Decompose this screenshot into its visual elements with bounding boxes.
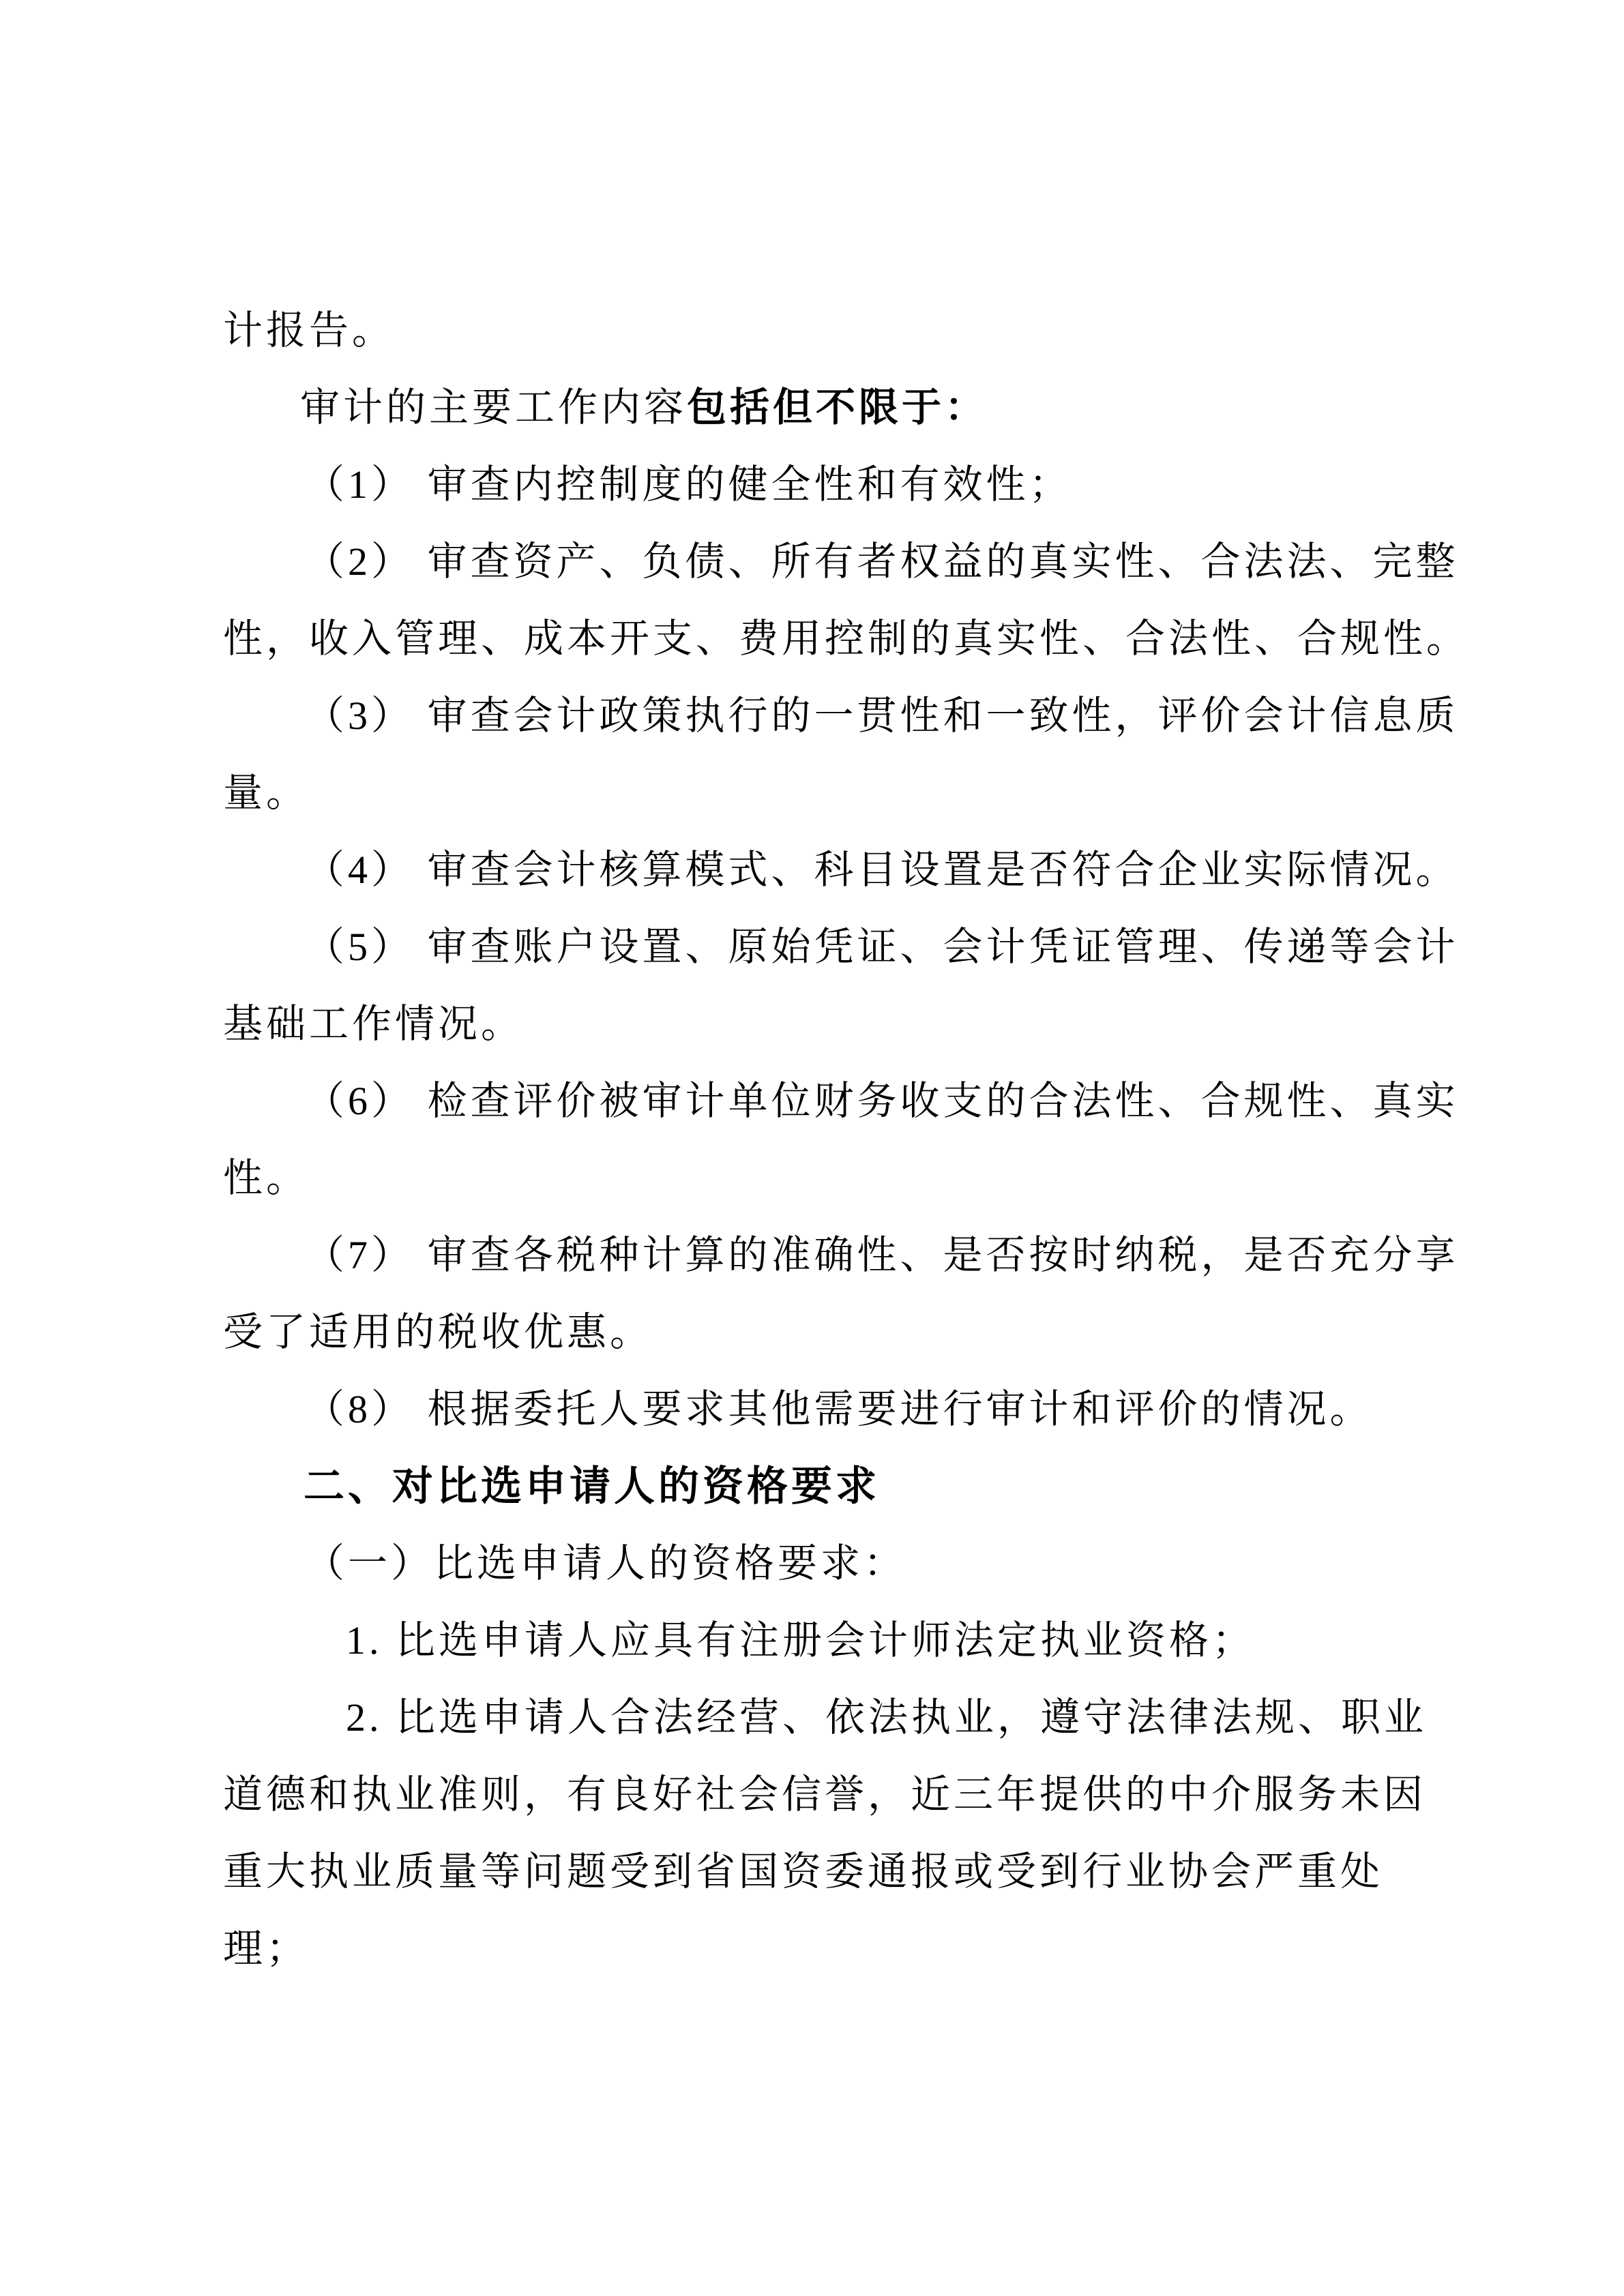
body-line [223,754,1458,831]
body-line-segment: 量。 [223,771,310,815]
body-line [223,600,1470,677]
section-heading-segment: 二、对比选申请人的资格要求 [304,1463,880,1509]
body-line [223,985,1458,1062]
list-item-8 [223,1371,1458,1448]
section-heading [223,1448,1458,1525]
list-item-1 [223,446,1458,523]
body-line-segment: 计报告。 [223,308,396,353]
body-line-segment: 道德和执业准则，有良好社会信誉，近三年提供的中介服务未因 [223,1772,1427,1817]
list-item-7 [223,1217,1458,1294]
body-line-segment: 基础工作情况。 [223,1002,525,1046]
body-line [223,292,1458,369]
body-line [223,1833,1458,1910]
body-line-segment: 包括但不限于： [687,385,988,430]
list-item-5 [223,908,1458,985]
numbered-item-1-segment: 1. 比选申请人应具有注册会计师法定执业资格； [346,1618,1256,1663]
body-line-segment: 性，收入管理、成本开支、费用控制的真实性、合法性、合规性。 [223,616,1470,661]
list-item-4 [223,831,1458,908]
body-line [223,1910,1458,1987]
list-item-1-segment: （1） 审查内控制度的健全性和有效性； [305,462,1072,507]
sub-heading [223,1525,1458,1602]
numbered-item-2 [223,1679,1458,1756]
body-line-segment: 审计的主要工作内容 [300,385,688,430]
body-line-segment: 性。 [223,1156,310,1200]
body-line-segment: 重大执业质量等问题受到省国资委通报或受到行业协会严重处 [223,1849,1384,1894]
list-item-4-segment: （4） 审查会计核算模式、科目设置是否符合企业实际情况。 [305,848,1459,892]
body-line-segment: 受了适用的税收优惠。 [223,1310,653,1354]
list-item-2-segment: （2） 审查资产、负债、所有者权益的真实性、合法法、完整 [305,539,1459,584]
list-item-7-segment: （7） 审查各税种计算的准确性、是否按时纳税，是否充分享 [305,1233,1459,1277]
list-item-2 [223,523,1458,600]
list-item-3 [223,677,1458,754]
body-line [223,1756,1458,1833]
list-item-3-segment: （3） 审查会计政策执行的一贯性和一致性，评价会计信息质 [305,694,1459,738]
list-item-5-segment: （5） 审查账户设置、原始凭证、会计凭证管理、传递等会计 [305,925,1459,969]
numbered-item-1 [223,1602,1458,1679]
list-item-8-segment: （8） 根据委托人要求其他需要进行审计和评价的情况。 [305,1387,1373,1431]
numbered-item-2-segment: 2. 比选申请人合法经营、依法执业，遵守法律法规、职业 [346,1695,1428,1740]
body-line-segment: 理； [223,1926,310,1971]
sub-heading-segment: （一）比选申请人的资格要求： [305,1541,907,1585]
document-body [223,292,1470,1987]
body-line [223,1139,1458,1217]
list-item-6 [223,1062,1458,1139]
body-line [223,369,1458,446]
list-item-6-segment: （6） 检查评价被审计单位财务收支的合法性、合规性、真实 [305,1079,1459,1123]
body-line [223,1294,1458,1371]
